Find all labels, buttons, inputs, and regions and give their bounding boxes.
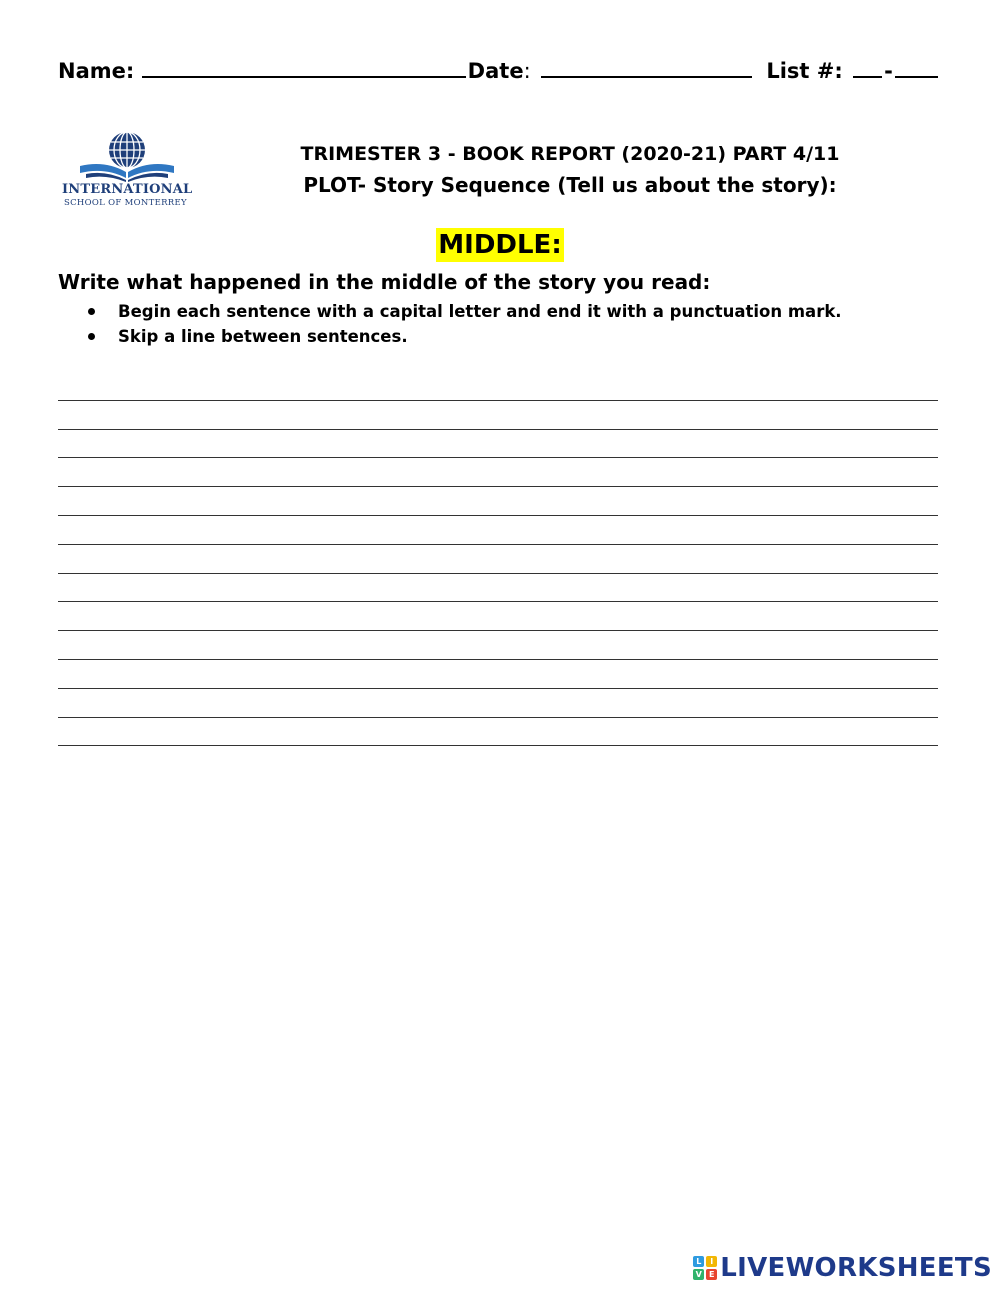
instruction-list <box>88 299 842 349</box>
writing-line[interactable] <box>58 574 938 603</box>
logo-tile: L <box>693 1256 704 1267</box>
list-field-1[interactable] <box>853 58 882 78</box>
logo-tile: V <box>693 1269 704 1280</box>
liveworksheets-logo-icon <box>693 1256 717 1280</box>
bullet-icon <box>88 308 95 315</box>
logo-line-2: SCHOOL OF MONTERREY <box>64 198 187 208</box>
writing-line[interactable] <box>58 516 938 545</box>
writing-line[interactable] <box>58 372 938 401</box>
writing-line[interactable] <box>58 487 938 516</box>
list-field-2[interactable] <box>895 58 938 78</box>
writing-area[interactable] <box>58 372 938 746</box>
liveworksheets-watermark <box>693 1253 992 1283</box>
school-logo <box>60 130 200 212</box>
name-label: Name: <box>58 59 135 83</box>
logo-tile: E <box>706 1269 717 1280</box>
writing-line[interactable] <box>58 545 938 574</box>
list-item <box>88 324 842 349</box>
header-fields <box>58 58 938 83</box>
watermark-text: LIVEWORKSHEETS <box>720 1253 992 1283</box>
logo-line-1: INTERNATIONAL <box>62 182 193 197</box>
logo-tile: I <box>706 1256 717 1267</box>
report-title: TRIMESTER 3 - BOOK REPORT (2020-21) PART 4/11 <box>300 143 840 165</box>
bullet-text: Begin each sentence with a capital letter and end it with a punctuation mark. <box>118 302 842 321</box>
report-subtitle: PLOT- Story Sequence (Tell us about the story): <box>303 173 837 197</box>
writing-line[interactable] <box>58 430 938 459</box>
section-heading-wrap <box>0 228 1000 262</box>
list-dash: - <box>884 59 893 83</box>
bullet-text: Skip a line between sentences. <box>118 327 408 346</box>
list-label: List #: <box>766 59 843 83</box>
writing-line[interactable] <box>58 631 938 660</box>
list-item <box>88 299 842 324</box>
section-heading: MIDDLE: <box>438 230 562 260</box>
date-label: Date <box>467 59 524 83</box>
date-colon: : <box>523 59 531 83</box>
writing-line[interactable] <box>58 660 938 689</box>
name-field[interactable] <box>142 58 465 78</box>
writing-line[interactable] <box>58 401 938 430</box>
writing-line[interactable] <box>58 718 938 747</box>
date-field[interactable] <box>541 58 753 78</box>
globe-book-icon <box>60 130 200 184</box>
writing-line[interactable] <box>58 458 938 487</box>
writing-line[interactable] <box>58 689 938 718</box>
writing-line[interactable] <box>58 602 938 631</box>
instruction-prompt: Write what happened in the middle of the story you read: <box>58 270 711 294</box>
bullet-icon <box>88 333 95 340</box>
